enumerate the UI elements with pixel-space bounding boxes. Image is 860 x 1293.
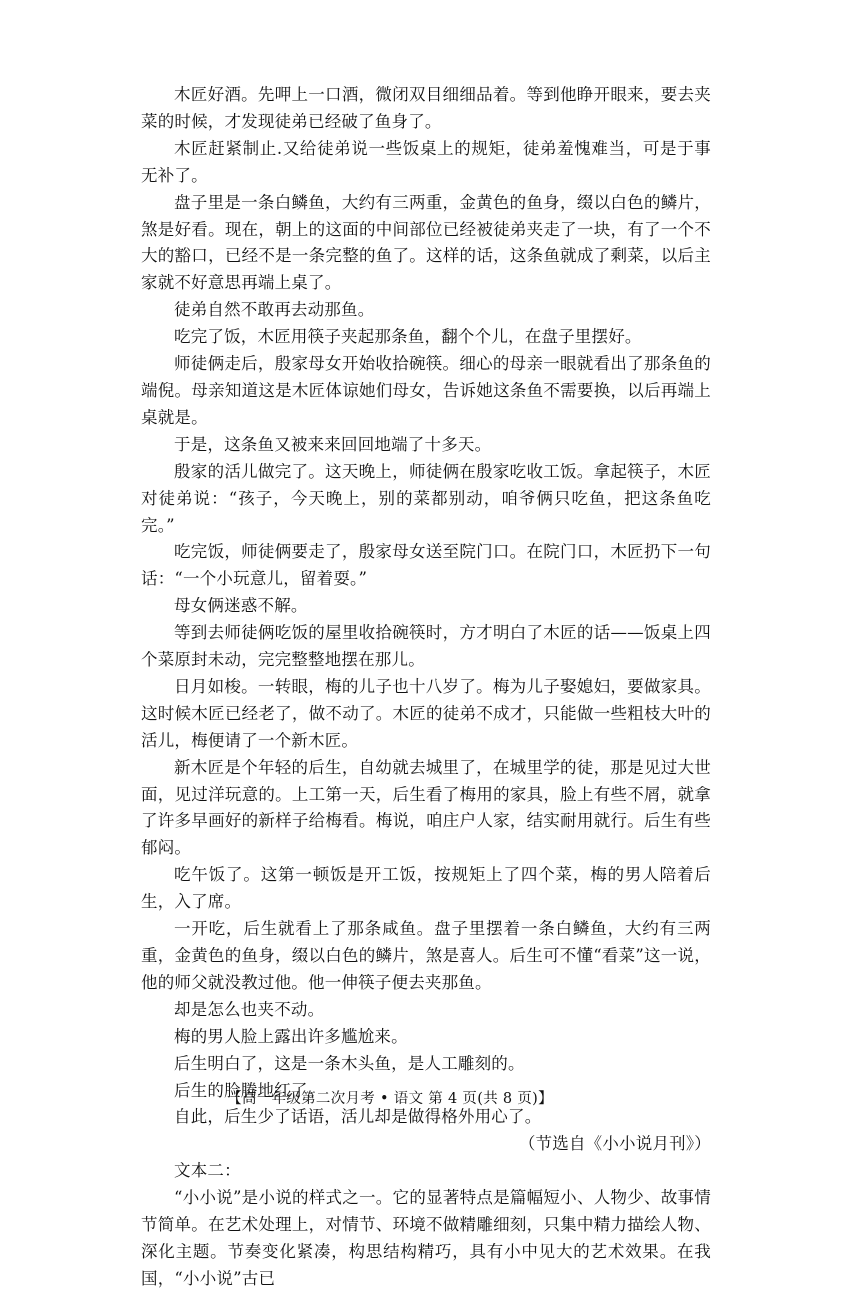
paragraph: 却是怎么也夹不动。 — [174, 999, 325, 1019]
paragraph: 吃完饭，师徒俩要走了，殷家母女送至院门口。在院门口，木匠扔下一句话：“一个小玩意儿，留着耍。” — [141, 542, 711, 589]
paragraph: 师徒俩走后，殷家母女开始收拾碗筷。细心的母亲一眼就看出了那条鱼的端倪。母亲知道这是木匠体谅她们母女，告诉她这条鱼不需要换，以后再端上桌就是。 — [141, 354, 711, 427]
paragraph: 于是，这条鱼又被来来回回地端了十多天。 — [174, 434, 492, 454]
paragraph: 盘子里是一条白鳞鱼，大约有三两重，金黄色的鱼身，缀以白色的鳞片，煞是好看。现在，朝上的这面的中间部位已经被徒弟夹走了一块，有了一个不大的豁口，已经不是一条完整的鱼了。这样的话，这条鱼就成了剩菜，以后主家就不好意思再端上桌了。 — [141, 192, 711, 293]
paragraph: 殷家的活儿做完了。这天晚上，师徒俩在殷家吃收工饭。拿起筷子，木匠对徒弟说：“孩子，今天晚上，别的菜都别动，咱爷俩只吃鱼，把这条鱼吃完。” — [141, 461, 711, 535]
page-footer: 【高一年级第二次月考 • 语文 第 4 页(共 8 页)】 — [227, 1091, 553, 1107]
paragraph: 吃完了饭，木匠用筷子夹起那条鱼，翻个个儿，在盘子里摆好。 — [174, 327, 642, 347]
paragraph: 日月如梭。一转眼，梅的儿子也十八岁了。梅为儿子娶媳妇，要做家具。这时候木匠已经老了，做不动了。木匠的徒弟不成才，只能做一些粗枝大叶的活儿，梅便请了一个新木匠。 — [141, 676, 711, 750]
source-citation: （节选自《小小说月刊》） — [518, 1134, 711, 1154]
paragraph: 徒弟自然不敢再去动那鱼。 — [174, 300, 375, 320]
paragraph: 新木匠是个年轻的后生，自幼就去城里了，在城里学的徒，那是见过大世面，见过洋玩意的。上工第一天，后生看了梅用的家具，脸上有些不屑，就拿了许多早画好的新样子给梅看。梅说，咱庄户人家，结实耐用就行。后生有些郁闷。 — [141, 757, 711, 858]
paragraph: 自此，后生少了话语，活儿却是做得格外用心了。 — [174, 1107, 542, 1127]
paragraph: 母女俩迷惑不解。 — [174, 596, 308, 616]
paragraph: 后生明白了，这是一条木头鱼，是人工雕刻的。 — [174, 1053, 525, 1073]
paragraph: 梅的男人脸上露出许多尴尬来。 — [174, 1026, 408, 1046]
article-body — [141, 82, 711, 1293]
paragraph: 等到去师徒俩吃饭的屋里收拾碗筷时，方才明白了木匠的话——饭桌上四个菜原封未动，完完整整地摆在那儿。 — [141, 623, 711, 670]
paragraph: 一开吃，后生就看上了那条咸鱼。盘子里摆着一条白鳞鱼，大约有三两重，金黄色的鱼身，缀以白色的鳞片，煞是喜人。后生可不懂“看菜”这一说，他的师父就没教过他。他一伸筷子便去夹那鱼。 — [141, 919, 711, 992]
paragraph: 木匠赶紧制止.又给徒弟说一些饭桌上的规矩，徒弟羞愧难当，可是于事无补了。 — [141, 138, 711, 185]
paragraph: 后生的脸腾地红了。 — [174, 1080, 325, 1100]
paragraph: 吃午饭了。这第一顿饭是开工饭，按规矩上了四个菜，梅的男人陪着后生，入了席。 — [141, 865, 711, 912]
paragraph: “小小说”是小说的样式之一。它的显著特点是篇幅短小、人物少、故事情节简单。在艺术处理上，对情节、环境不做精雕细刻，只集中精力描绘人物、深化主题。节奏变化紧凑，构思结构精巧，具有小中见大的艺术效果。在我国，“小小说”古已 — [141, 1188, 711, 1288]
paragraph: 木匠好酒。先呷上一口酒，微闭双目细细品着。等到他睁开眼来，要去夹菜的时候，才发现徒弟已经破了鱼身了。 — [141, 85, 711, 131]
section-label: 文本二： — [174, 1161, 241, 1181]
